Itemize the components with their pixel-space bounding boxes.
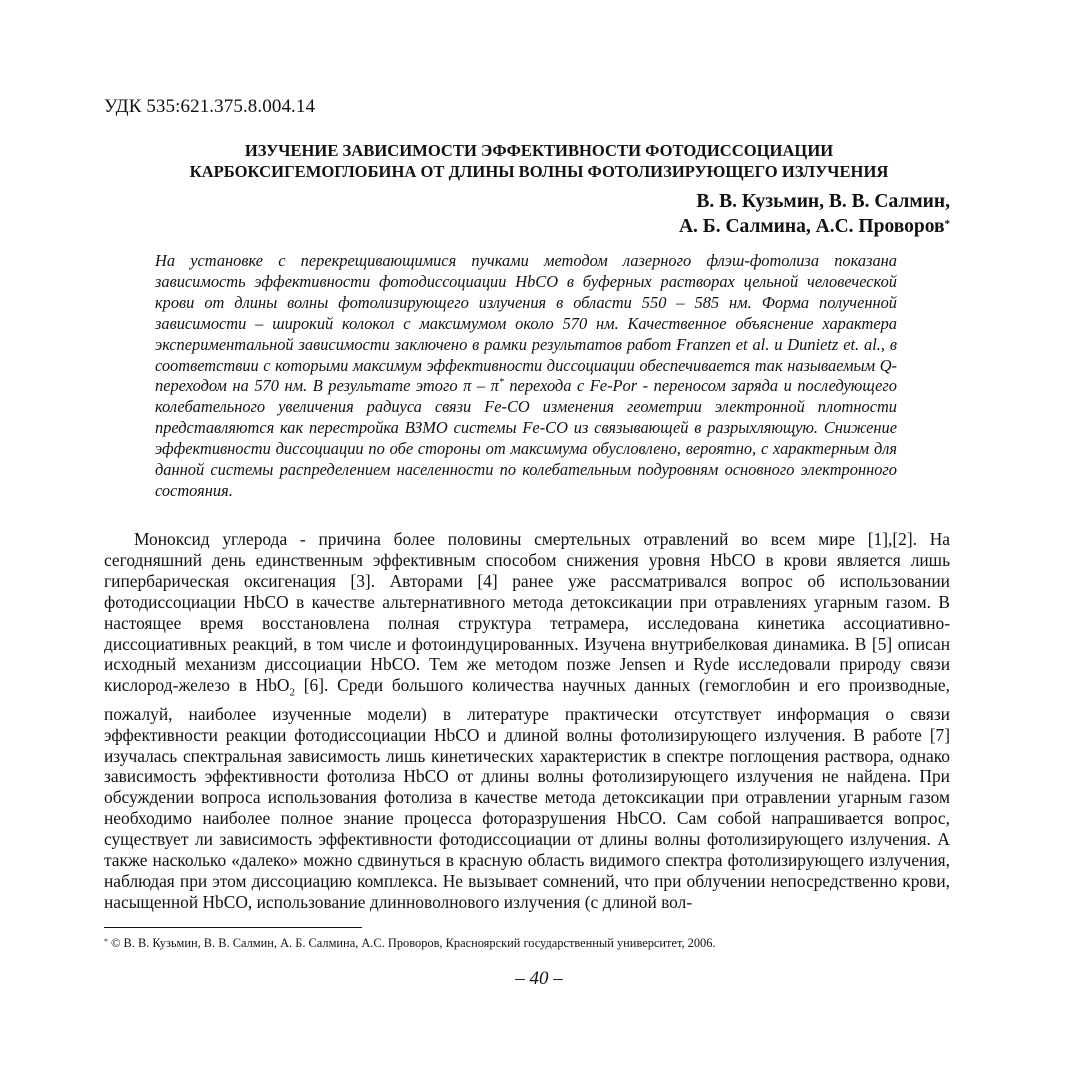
page-number: – 40 – xyxy=(515,968,563,989)
footnote-divider xyxy=(104,927,362,928)
authors-line-1: В. В. Кузьмин, В. В. Салмин, xyxy=(696,191,950,212)
abstract-text-part-2: перехода с Fe-Por - переносом заряда и последующего колебательного увеличения радиуса связи Fe-CO изменения геометрии электронной плотности представляются как перестройка ВЗМО системы Fe-CO из связывающей в разрыхляющую. Снижение эффективности диссоциации по обе стороны от максимума обусловлено, вероятно, с характерным для данной системы распределением населенности по колебательным подуровням основного электронного состояния. xyxy=(155,376,898,500)
abstract-text-part-1: На установке с перекрещивающимися пучками методом лазерного флэш-фотолиза показана зависимость эффективности фотодиссоциации HbCO в буферных растворах цельной человеческой крови от длины волны фотолизирующего излучения в области 550 – 585 нм. Форма полученной зависимости – широкий колокол с максимумом около 570 нм. Качественное объяснение характера экспериментальной зависимости заключено в рамки результатов работ Franzen et al. и Dunietz et. al., в соответствии с которыми максимум эффективности диссоциации обеспечивается так называемым Q-переходом на 570 нм. В результате этого π – π xyxy=(155,251,897,396)
abstract xyxy=(155,251,897,502)
authors-line-2-text: А. Б. Салмина, А.С. Проворов xyxy=(678,216,945,237)
authors-line-2 xyxy=(679,214,950,239)
abstract-pi-star-superscript: * xyxy=(498,377,504,389)
footnote-mark: * xyxy=(104,937,108,946)
footnote-text: © В. В. Кузьмин, В. В. Салмин, А. Б. Салмина, А.С. Проворов, Красноярский государственный университет, 2006. xyxy=(111,936,716,950)
udk-code: УДК 535:621.375.8.004.14 xyxy=(104,96,316,117)
author-footnote-mark: * xyxy=(944,218,950,230)
hbo2-subscript: 2 xyxy=(289,686,295,699)
body-text-part-1: Моноксид углерода - причина более половины смертельных отравлений во всем мире [1],[2]. На сегодняшний день единственным эффективным способом снижения уровня HbCO в крови является лишь гипербарическая оксигенация [3]. Авторами [4] ранее уже рассматривался вопрос об использовании фотодиссоциации HbCO в качестве альтернативного метода детоксикации при отравлениях угарным газом. В настоящее время восстановлена полная структура тетрамера, исследована кинетика ассоциативно-диссоциативных реакций, в том числе и фотоиндуцированных. Изучена внутрибелковая динамика. В [5] описан исходный механизм диссоциации HbCO. Тем же методом позже Jensen и Ryde исследовали природу связи кислород-железо в HbO xyxy=(104,529,950,696)
title-line-2: КАРБОКСИГЕМОГЛОБИНА ОТ ДЛИНЫ ВОЛНЫ ФОТОЛИЗИРУЮЩЕГО ИЗЛУЧЕНИЯ xyxy=(189,162,889,181)
paper-title xyxy=(104,140,974,182)
body-text-part-2: [6]. Среди большого количества научных данных (гемоглобин и его производные, пожалуй, наиболее изученные модели) в литературе практически отсутствует информация о связи эффективности реакции фотодиссоциации HbCO и длиной волны фотолизирующего излучения. В работе [7] изучалась спектральная зависимость лишь кинетических характеристик в спектре поглощения раствора, однако зависимость эффективности фотолиза HbCO от длины волны фотолизирующего излучения не найдена. При обсуждении вопроса использования фотолиза в качестве метода детоксикации при отравлении угарным газом необходимо наиболее полное знание процесса фоторазрушения HbCO. Сам собой напрашивается вопрос, существует ли зависимость эффективности фотодиссоциации от длины волны фотолизирующего излучения. А также насколько «далеко» можно сдвинуться в красную область видимого спектра фотолизирующего излучения, наблюдая при этом диссоциацию комплекса. Не вызывает сомнений, что при облучении непосредственно крови, насыщенной HbCO, использование длинноволнового излучения (с длиной вол- xyxy=(104,675,950,912)
author-list xyxy=(679,189,950,239)
body-paragraph xyxy=(104,529,950,913)
footnote xyxy=(104,935,964,951)
title-line-1: ИЗУЧЕНИЕ ЗАВИСИМОСТИ ЭФФЕКТИВНОСТИ ФОТОДИССОЦИАЦИИ xyxy=(244,141,834,160)
